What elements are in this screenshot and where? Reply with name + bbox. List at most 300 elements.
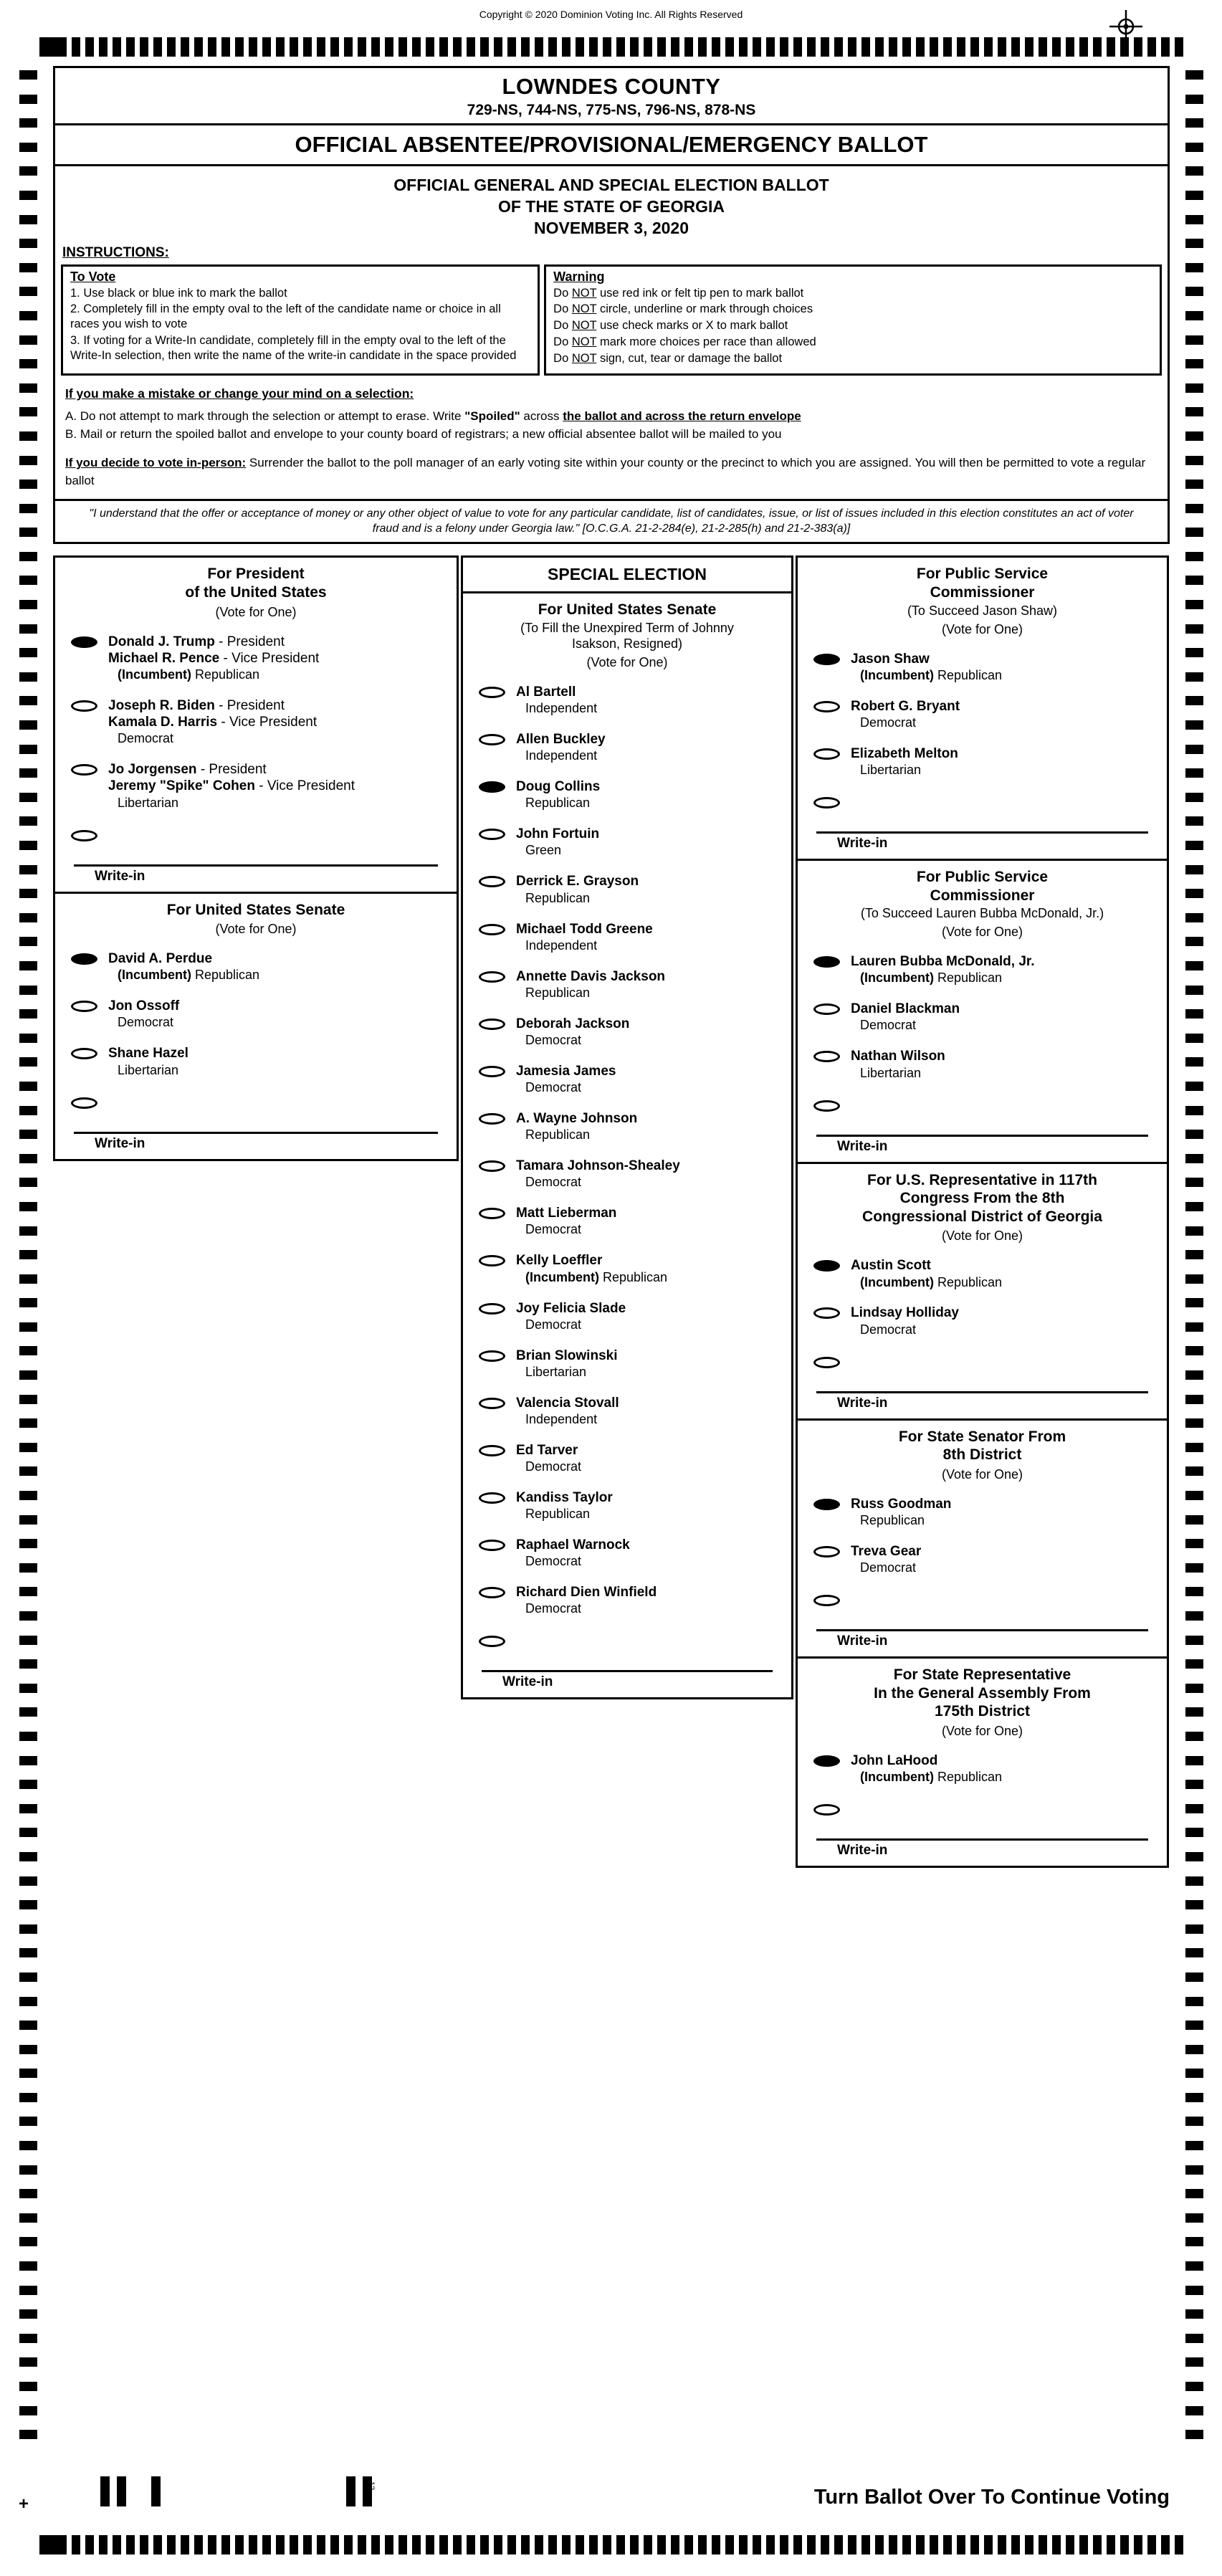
bold-part: Matt Lieberman [516,1206,617,1221]
candidate-text [516,684,597,717]
candidate-text [108,697,317,747]
timing-mark [19,1684,37,1693]
vote-oval-empty [479,1587,505,1598]
timing-mark [19,600,37,609]
contest-title: For United States Senate [538,601,717,619]
candidate-party [516,1601,657,1617]
timing-mark [535,2535,543,2554]
timing-mark [984,37,993,57]
timing-mark [1185,1997,1203,2006]
timing-mark [793,37,802,57]
candidate-text [516,1110,637,1143]
timing-mark [616,2535,625,2554]
timing-mark [753,2535,761,2554]
candidate-row [463,771,791,819]
timing-mark [1185,287,1203,296]
candidate-name [108,634,319,650]
timing-mark [1185,431,1203,441]
candidate-party [516,891,639,907]
timing-mark [1185,1154,1203,1163]
timing-mark [644,37,652,57]
timing-mark [998,37,1006,57]
timing-mark [589,37,598,57]
timing-marks-left [19,70,37,2439]
timing-mark [1185,70,1203,80]
candidate-row [463,1577,791,1624]
timing-mark [766,2535,775,2554]
candidate-name [108,650,319,667]
timing-mark [151,2476,161,2506]
timing-mark [19,1491,37,1500]
timing-mark [576,37,584,57]
timing-mark [1134,2535,1142,2554]
bold-part: Ed Tarver [516,1442,578,1458]
candidate-text [851,651,1002,684]
bold-part: Robert G. Bryant [851,698,960,714]
timing-mark [19,2334,37,2343]
bold-part: Kelly Loeffler [516,1253,603,1269]
bold-part: Valencia Stovall [516,1395,619,1411]
timing-mark [19,1828,37,1837]
timing-mark [507,37,516,57]
candidate-name [516,1158,680,1174]
election-date: NOVEMBER 3, 2020 [533,218,689,237]
timing-mark [19,1034,37,1043]
timing-mark [834,2535,843,2554]
vote-for-instruction: (Vote for One) [215,922,297,937]
candidate-row [798,993,1167,1041]
bold-part: Joy Felicia Slade [516,1300,626,1316]
regular-part: Republican [937,667,1003,682]
vote-oval-filled [71,636,97,648]
candidate-name [516,1063,616,1079]
candidate-text [516,1584,657,1617]
vote-oval-empty [813,1804,840,1816]
timing-mark [1185,1466,1203,1476]
fraud-notice: "I understand that the offer or acceptance of money or any other object of value to vote for any particular candidate, list of candidates, issue, or list of issues included in this election constitutes an act of voter fraud and is a felony under Georgia law." [O.C.G.A. 21-2-284(e), 21-2-285(h) and 21-2-383(a)] [55,499,1168,543]
timing-mark [398,2535,407,2554]
timing-mark [276,2535,285,2554]
candidate-text [516,1158,680,1191]
candidate-name [516,826,599,842]
candidate-party [851,970,1035,986]
regular-part: Democrat [118,1015,174,1030]
timing-mark [1185,1659,1203,1669]
bold-part: Allen Buckley [516,732,606,748]
timing-mark [19,1443,37,1452]
vote-oval-empty [479,971,505,983]
timing-mark [548,2535,557,2554]
timing-mark [698,37,707,57]
bold-part: Derrick E. Grayson [516,874,639,889]
timing-mark [249,37,257,57]
timing-mark [19,2117,37,2126]
timing-mark [19,1876,37,1886]
in-person-notice [65,454,1157,499]
timing-mark [19,768,37,778]
timing-mark [861,2535,870,2554]
timing-mark [19,95,37,104]
regular-part: Libertarian [860,1065,922,1080]
candidate-text [516,731,606,764]
timing-mark [1185,2261,1203,2271]
timing-mark [453,2535,462,2554]
timing-mark [19,1370,37,1380]
bold-part: Joseph R. Biden [108,697,215,713]
candidate-text [516,1016,629,1049]
contest-columns [53,555,1170,1868]
candidate-party [516,701,597,717]
candidate-name [851,698,960,715]
timing-mark [1185,1948,1203,1957]
candidate-name [516,1489,613,1506]
write-in-oval-row [55,819,457,841]
timing-mark [85,2535,94,2554]
warning-item: Do NOT use red ink or felt tip pen to mark ballot [553,286,804,300]
timing-mark [1185,2165,1203,2175]
timing-mark [1185,95,1203,104]
timing-mark [1185,1852,1203,1861]
timing-mark [19,1900,37,1909]
timing-mark [19,1466,37,1476]
timing-mark [19,1009,37,1019]
timing-mark [644,2535,652,2554]
timing-mark [19,865,37,874]
timing-mark [19,1972,37,1982]
timing-mark [19,359,37,368]
candidate-party [516,1270,667,1286]
bold-part: Brian Slowinski [516,1347,618,1363]
timing-mark [984,2535,993,2554]
timing-mark [1185,1274,1203,1284]
election-title-line2: OF THE STATE OF GEORGIA [497,196,725,216]
timing-mark [957,2535,965,2554]
timing-mark [1185,1082,1203,1091]
timing-mark [1185,1009,1203,1019]
timing-mark [480,37,489,57]
contest-title: For State Senator From 8th District [898,1428,1066,1464]
timing-mark [19,1636,37,1645]
candidate-text [108,1045,188,1078]
candidate-text [851,1543,921,1576]
ballot-column-3 [796,555,1169,1868]
candidate-text [851,1001,960,1034]
write-in-oval-row [798,1345,1167,1368]
bold-part: John Fortuin [516,826,600,842]
candidate-name [851,1048,945,1064]
write-in-oval-row [798,786,1167,808]
candidate-text [851,1752,1002,1785]
timing-mark [19,552,37,561]
timing-mark [1052,37,1061,57]
bold-part: Treva Gear [851,1543,922,1559]
timing-mark [19,913,37,922]
timing-mark [221,2535,230,2554]
timing-mark [19,1226,37,1236]
timing-mark [1079,37,1088,57]
timing-mark [1185,456,1203,465]
candidate-row [798,644,1167,691]
timing-mark [317,2535,325,2554]
timing-mark [1185,1395,1203,1404]
candidate-party [516,1365,617,1380]
county-header-section [55,68,1168,125]
write-in-label: Write-in [837,1395,888,1411]
timing-mark [1185,215,1203,224]
timing-mark [1185,1491,1203,1500]
contest-title: For U.S. Representative in 117th Congress From the 8th Congressional District of Georgia [862,1171,1102,1225]
text-segment: If you decide to vote in-person: [65,455,247,469]
candidate-party [851,1275,1002,1291]
to-vote-items [70,286,530,363]
vote-oval-empty [479,1398,505,1409]
candidate-name [516,731,606,748]
candidate-party [516,1033,629,1049]
timing-mark [684,37,693,57]
timing-mark [1185,1443,1203,1452]
timing-mark [739,2535,748,2554]
vote-for-instruction: (Vote for One) [941,1723,1023,1738]
timing-mark [19,263,37,272]
write-in-oval-row [463,1624,791,1647]
timing-mark [1185,1900,1203,1909]
timing-mark [19,889,37,898]
candidate-name [516,778,600,795]
warning-item: Do NOT circle, underline or mark through choices [553,302,813,316]
timing-mark [1161,2535,1170,2554]
vote-oval-filled [479,781,505,793]
text-segment: the ballot and across the return envelope [563,409,801,423]
regular-part: Libertarian [118,795,179,810]
bold-part: Deborah Jackson [516,1016,630,1031]
candidate-name [108,778,355,794]
candidate-text [108,998,179,1031]
bold-part: (Incumbent) [118,968,195,983]
candidate-name [516,1016,629,1032]
timing-mark [19,287,37,296]
timing-mark [439,37,448,57]
timing-mark [657,37,666,57]
candidate-party [851,1322,959,1338]
vote-oval-empty [479,687,505,698]
timing-mark [1185,1515,1203,1525]
vote-oval-empty [479,1113,505,1125]
vote-for-instruction: (Vote for One) [941,1229,1023,1244]
timing-mark [1185,624,1203,634]
timing-mark [1185,1756,1203,1765]
vote-oval-empty [71,1048,97,1059]
timing-mark [19,1587,37,1596]
timing-mark [1185,1226,1203,1236]
to-vote-item: 3. If voting for a Write-In candidate, completely fill in the empty oval to the left of the Write-In selection, then write the name of the write-in candidate in the space provided [70,334,517,362]
candidate-party [851,1066,945,1082]
ballot-content [53,66,1170,1868]
timing-mark [303,37,312,57]
underlined-not: NOT [571,351,597,365]
timing-mark [698,2535,707,2554]
timing-mark [616,37,625,57]
timing-mark [1107,2535,1115,2554]
timing-mark [1120,37,1129,57]
candidate-name [851,1304,959,1321]
regular-part: - Vice President [217,715,318,730]
regular-part: Libertarian [118,1062,179,1077]
to-vote-title: To Vote [70,269,116,284]
county-name: LOWNDES COUNTY [502,74,721,99]
timing-mark [930,2535,938,2554]
candidate-row [463,866,791,913]
timing-mark [412,37,421,57]
vote-oval-empty [479,1066,505,1077]
regular-part: Democrat [860,1018,917,1033]
contest-subtitle: (To Succeed Lauren Bubba McDonald, Jr.) [860,906,1104,921]
timing-mark [1185,889,1203,898]
timing-mark [807,37,816,57]
candidate-row [55,626,457,690]
timing-mark [807,2535,816,2554]
regular-part: Green [525,843,562,858]
timing-mark [1093,37,1102,57]
timing-mark [1185,745,1203,754]
timing-mark [902,37,911,57]
bold-part: (Incumbent) [860,1274,937,1289]
vote-oval-filled [71,953,97,965]
bold-part: Jeremy "Spike" Cohen [108,778,255,794]
timing-mark [358,2535,366,2554]
mistake-item-b: B. Mail or return the spoiled ballot and envelope to your county board of registrars; a new official absentee ballot will be mailed to you [65,427,782,442]
bold-part: (Incumbent) [860,970,937,986]
timing-mark [875,2535,884,2554]
regular-part: Independent [525,748,598,763]
timing-mark [1185,2309,1203,2319]
vote-for-instruction: (Vote for One) [941,621,1023,636]
timing-mark [603,37,611,57]
regular-part: Republican [525,1127,591,1142]
candidate-text [516,1300,626,1333]
timing-mark [398,37,407,57]
timing-mark [1185,166,1203,176]
timing-mark [19,937,37,946]
instructions-label: INSTRUCTIONS: [62,244,169,260]
candidate-name [108,950,259,967]
timing-mark [1161,37,1170,57]
timing-mark [998,2535,1006,2554]
timing-mark [19,2165,37,2175]
candidate-party [516,748,606,764]
candidate-text [851,1048,945,1081]
regular-part: Republican [195,968,260,983]
candidate-name [851,1752,1002,1769]
candidate-row [463,1150,791,1198]
vote-oval-empty [813,1595,840,1606]
candidate-party [516,1317,626,1333]
mistake-title: If you make a mistake or change your mind on a selection: [65,386,414,401]
timing-mark [875,37,884,57]
timing-mark [290,37,298,57]
timing-mark [19,2237,37,2246]
timing-mark [19,2045,37,2054]
candidate-text [108,634,319,683]
timing-mark [562,2535,571,2554]
timing-mark [19,215,37,224]
vote-oval-empty [479,1540,505,1551]
timing-mark [1025,37,1034,57]
candidate-row [55,690,457,754]
regular-part: Republican [937,970,1003,986]
regular-part: Democrat [525,1175,582,1190]
regular-part: Democrat [525,1601,582,1616]
candidate-party [851,1770,1002,1785]
candidate-row [463,1293,791,1340]
timing-mark [1025,2535,1034,2554]
timing-mark [1185,2237,1203,2246]
instructions-boxes [55,264,1168,376]
timing-mark [548,37,557,57]
timing-mark [1107,37,1115,57]
timing-mark [317,37,325,57]
timing-mark [1185,1346,1203,1355]
regular-part: Democrat [525,1317,582,1332]
candidate-row [798,738,1167,786]
timing-mark [725,2535,734,2554]
candidate-row [798,1250,1167,1297]
timing-mark [1185,1106,1203,1115]
contest-title: For United States Senate [166,901,345,918]
regular-part: Independent [525,938,598,953]
timing-mark [19,624,37,634]
candidate-name [516,1110,637,1127]
timing-mark [19,696,37,705]
bold-part: Elizabeth Melton [851,745,958,761]
contest-state-senator-8th [796,1418,1169,1659]
bold-part: (Incumbent) [525,1269,603,1284]
candidate-name [851,1543,921,1560]
timing-mark [72,2535,80,2554]
timing-mark [19,576,37,585]
timing-mark [153,37,162,57]
timing-mark [1185,383,1203,393]
bold-part: Jo Jorgensen [108,762,197,778]
timing-mark [780,37,788,57]
candidate-party [108,968,259,983]
vote-oval-empty [479,924,505,935]
candidate-name [108,761,355,778]
write-in-label: Write-in [502,1674,553,1690]
timing-mark [930,37,938,57]
timing-mark [1093,2535,1102,2554]
candidate-row [55,991,457,1038]
bold-part: Jon Ossoff [108,998,180,1014]
timing-mark [153,2535,162,2554]
vote-oval-empty [813,1357,840,1368]
bold-part: Donald J. Trump [108,634,215,649]
timing-mark [1185,1636,1203,1645]
mistake-section [55,376,1168,499]
timing-mark [19,2189,37,2198]
timing-mark [19,1130,37,1139]
timing-mark [19,841,37,850]
vote-oval-empty [479,1350,505,1362]
timing-mark [1185,841,1203,850]
timing-mark [19,480,37,489]
timing-mark [1185,1034,1203,1043]
candidate-text [516,1442,581,1475]
contest-state-rep-175th [796,1656,1169,1868]
timing-mark [562,37,571,57]
regular-part: Republican [525,985,591,1000]
candidate-name [108,1045,188,1062]
regular-part: Democrat [525,1554,582,1569]
